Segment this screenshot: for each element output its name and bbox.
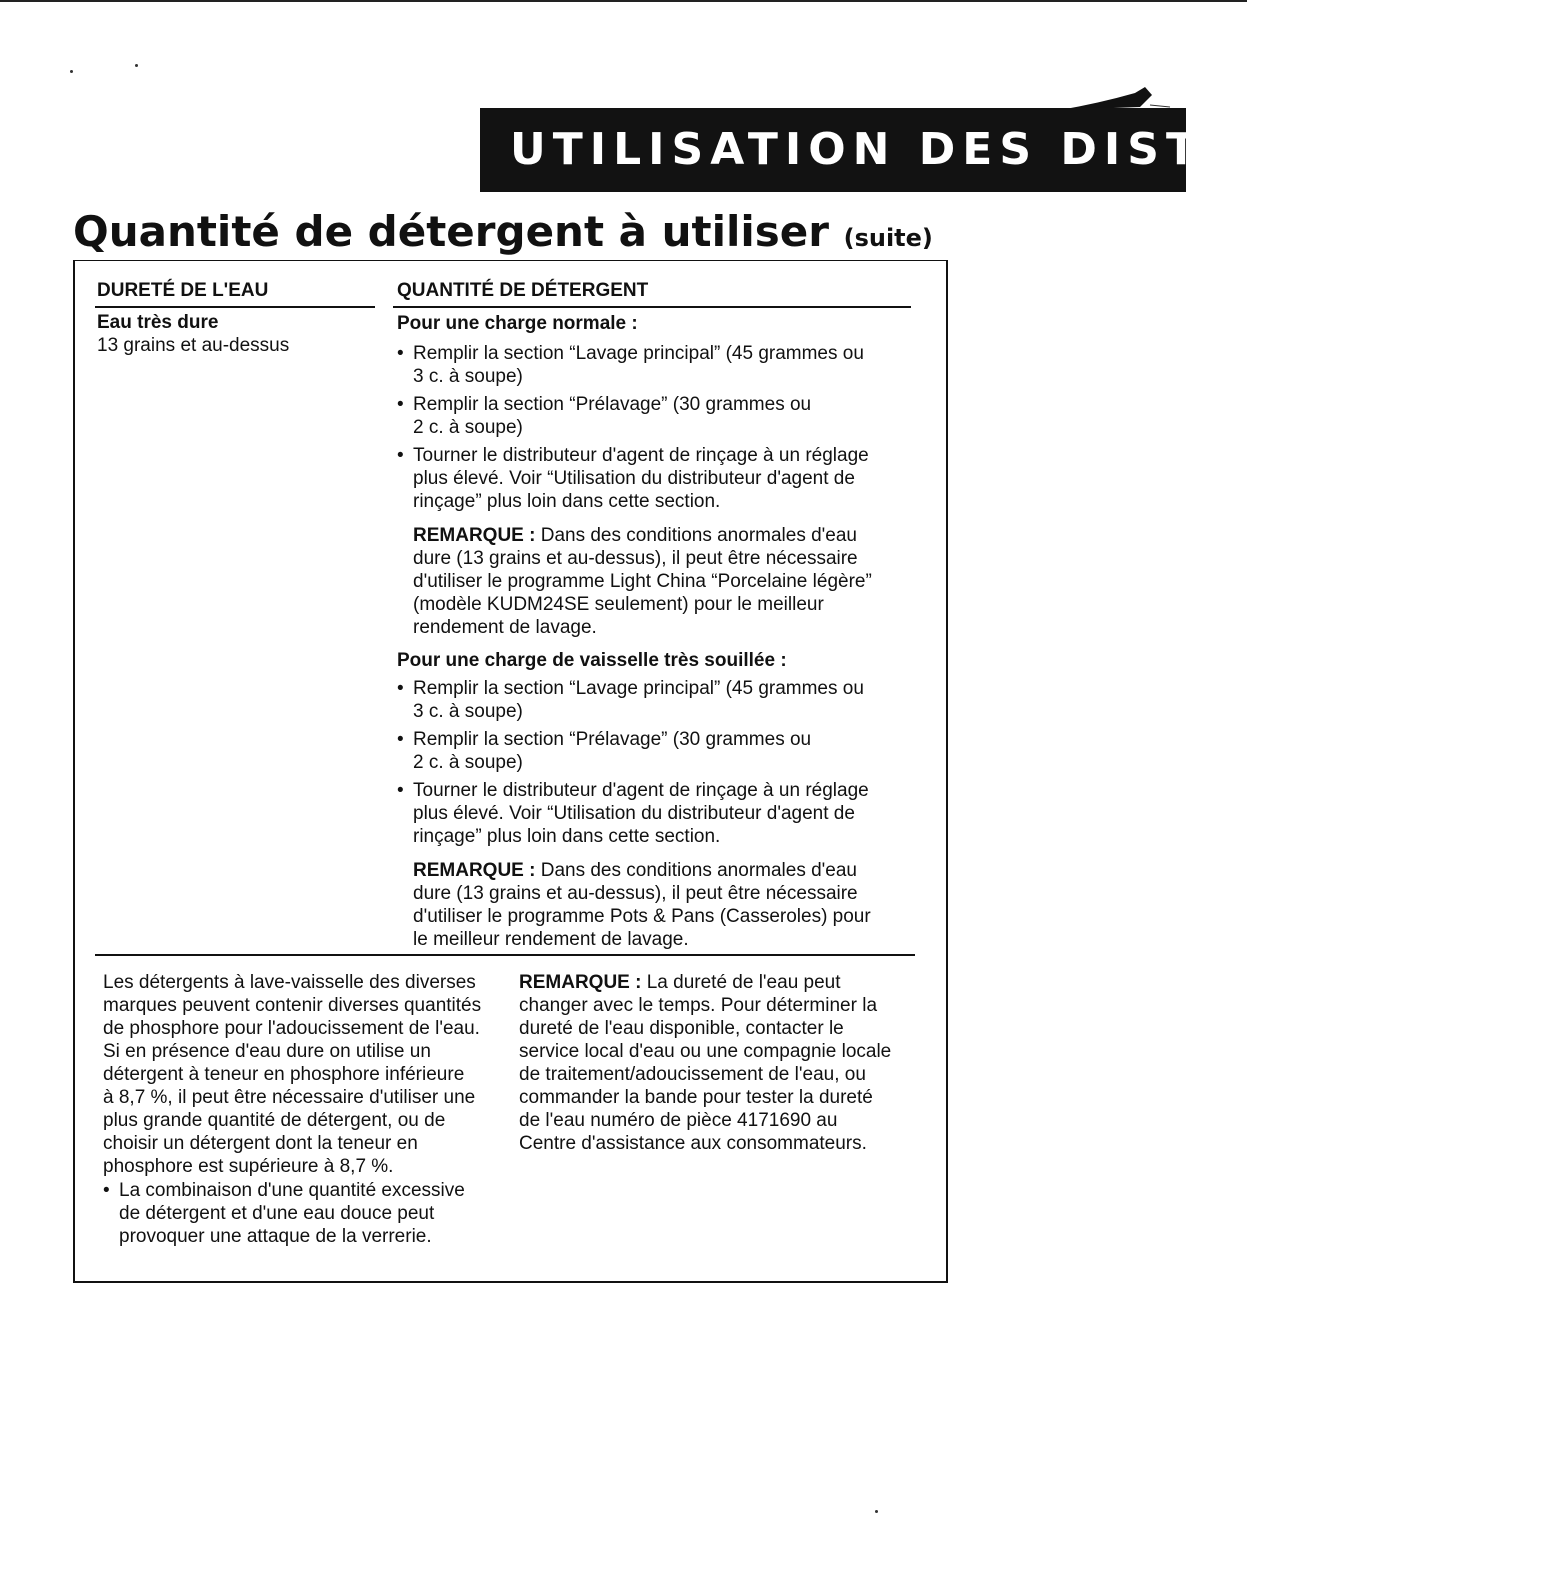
bullet-icon: • — [397, 445, 404, 466]
bullet-icon: • — [103, 1180, 110, 1201]
scan-speck — [875, 1510, 878, 1513]
note-label: REMARQUE : — [519, 972, 642, 993]
list-item: La combinaison d'une quantité excessive de détergent et d'une eau douce peut provoquer une attaque de la verrerie. — [119, 1180, 465, 1247]
footer-left-paragraph: Les détergents à lave-vaisselle des diverses marques peuvent contenir diverses quantités de phosphore pour l'adoucissement de l'eau. Si en présence d'eau dure on utilise un détergent à teneur en phosphore inférieure à 8,7 %, il peut être nécessaire d'utiliser une plus grande quantité de détergent, ou de choisir un détergent dont la teneur en phosphore est supérieure à 8,7 %. — [103, 972, 482, 1177]
list-item: Tourner le distributeur d'agent de rinçage à un réglage plus élevé. Voir “Utilisation du distributeur d'agent de rinçage” plus loin dans cette section. — [413, 780, 869, 847]
scan-speck — [135, 64, 138, 67]
bullet-icon: • — [397, 343, 404, 364]
page-title-suffix: (suite) — [843, 224, 933, 252]
header-rule-left — [95, 306, 375, 308]
content-box — [73, 260, 948, 1283]
list-item: Remplir la section “Lavage principal” (45 grammes ou 3 c. à soupe) — [413, 343, 864, 387]
list-item: Remplir la section “Prélavage” (30 grammes ou 2 c. à soupe) — [413, 729, 812, 773]
note-label: REMARQUE : — [413, 860, 536, 881]
section-banner — [480, 108, 1547, 192]
list-item: Remplir la section “Prélavage” (30 grammes ou 2 c. à soupe) — [413, 394, 812, 438]
page-top-rule — [0, 0, 1247, 2]
heavy-load-heading: Pour une charge de vaisselle très souillée : — [397, 650, 787, 671]
list-item: Remplir la section “Lavage principal” (45 grammes ou 3 c. à soupe) — [413, 678, 864, 722]
bullet-icon: • — [397, 729, 404, 750]
banner-title: UTILISATION DES DISTRIBUTEURS — [510, 124, 1547, 175]
scan-speck — [70, 70, 73, 73]
column-header-hardness: DURETÉ DE L'EAU — [97, 280, 269, 301]
column-header-quantity: QUANTITÉ DE DÉTERGENT — [397, 280, 649, 301]
note-label: REMARQUE : — [413, 525, 536, 546]
hardness-label: Eau très dure — [97, 312, 219, 333]
bullet-icon: • — [397, 780, 404, 801]
table-bottom-rule — [95, 954, 915, 956]
normal-load-note: REMARQUE : Dans des conditions anormales d'eau dure (13 grains et au-dessus), il peut être nécessaire d'utiliser le programme Light China “Porcelaine légère” (modèle KUDM24SE seulement) pour le meilleur rendement de lavage. — [413, 525, 872, 638]
list-item: Tourner le distributeur d'agent de rinçage à un réglage plus élevé. Voir “Utilisation du distributeur d'agent de rinçage” plus loin dans cette section. — [413, 445, 869, 512]
bullet-icon: • — [397, 678, 404, 699]
page-title-text: Quantité de détergent à utiliser — [73, 207, 829, 256]
normal-load-heading: Pour une charge normale : — [397, 313, 638, 334]
bullet-icon: • — [397, 394, 404, 415]
heavy-load-note: REMARQUE : Dans des conditions anormales d'eau dure (13 grains et au-dessus), il peut être nécessaire d'utiliser le programme Pots & Pans (Casseroles) pour le meilleur rendement de lavage. — [413, 860, 871, 950]
page-title — [73, 206, 933, 264]
hardness-value: 13 grains et au-dessus — [97, 335, 290, 356]
footer-right-note: REMARQUE : La dureté de l'eau peut changer avec le temps. Pour déterminer la dureté de l'eau disponible, contacter le service local d'eau ou une compagnie locale de traitement/adoucissement de l'eau, ou commander la bande pour tester la dureté de l'eau numéro de pièce 4171690 au Centre d'assistance aux consommateurs. — [519, 972, 892, 1154]
header-rule-right — [393, 306, 911, 308]
